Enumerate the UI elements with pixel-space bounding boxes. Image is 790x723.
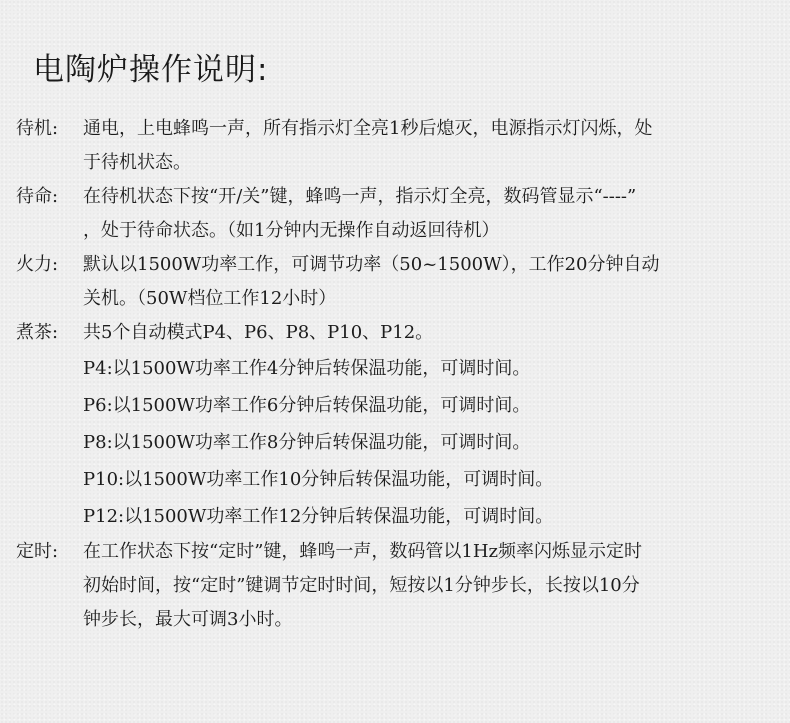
text-line: 在待机状态下按“开/关”键，蜂鸣一声，指示灯全亮，数码管显示“----” — [83, 186, 637, 207]
section-label-power: 火力: — [16, 254, 59, 275]
section-label-standby: 待机: — [16, 118, 59, 139]
section-label-timer: 定时: — [16, 541, 59, 562]
section-tea — [16, 316, 786, 350]
text-line: ，处于待命状态。（如1分钟内无操作自动返回待机） — [83, 220, 500, 241]
text-line: 钟步长，最大可调3小时。 — [83, 609, 293, 630]
section-timer — [16, 535, 786, 637]
section-ready — [16, 180, 786, 248]
instruction-content — [16, 112, 786, 637]
tea-mode-p10: P10:以1500W功率工作10分钟后转保温功能，可调时间。 — [83, 469, 554, 490]
tea-mode-p8: P8:以1500W功率工作8分钟后转保温功能，可调时间。 — [83, 432, 531, 453]
page-title: 电陶炉操作说明: — [33, 52, 269, 88]
section-body-standby — [83, 112, 786, 180]
section-body-ready — [83, 180, 786, 248]
section-body-tea — [83, 316, 786, 350]
text-line: 初始时间，按“定时”键调节定时时间，短按以1分钟步长，长按以10分 — [83, 575, 640, 596]
text-line: 关机。（50W档位工作12小时） — [83, 288, 337, 309]
text-line: 于待机状态。 — [83, 152, 191, 173]
text-line: 通电，上电蜂鸣一声，所有指示灯全亮1秒后熄灭，电源指示灯闪烁，处 — [83, 118, 653, 139]
tea-mode-p4: P4:以1500W功率工作4分钟后转保温功能，可调时间。 — [83, 358, 531, 379]
section-label-tea: 煮茶: — [16, 322, 59, 343]
tea-mode-p6: P6:以1500W功率工作6分钟后转保温功能，可调时间。 — [83, 395, 531, 416]
section-body-timer — [83, 535, 786, 637]
tea-mode-p12: P12:以1500W功率工作12分钟后转保温功能，可调时间。 — [83, 506, 554, 527]
section-label-ready: 待命: — [16, 186, 59, 207]
text-line: 默认以1500W功率工作，可调节功率（50~1500W），工作20分钟自动 — [83, 254, 660, 275]
text-line: 在工作状态下按“定时”键，蜂鸣一声，数码管以1Hz频率闪烁显示定时 — [83, 541, 643, 562]
text-line: 共5个自动模式P4、P6、P8、P10、P12。 — [83, 322, 434, 343]
section-standby — [16, 112, 786, 180]
section-power — [16, 248, 786, 316]
section-body-power — [83, 248, 786, 316]
